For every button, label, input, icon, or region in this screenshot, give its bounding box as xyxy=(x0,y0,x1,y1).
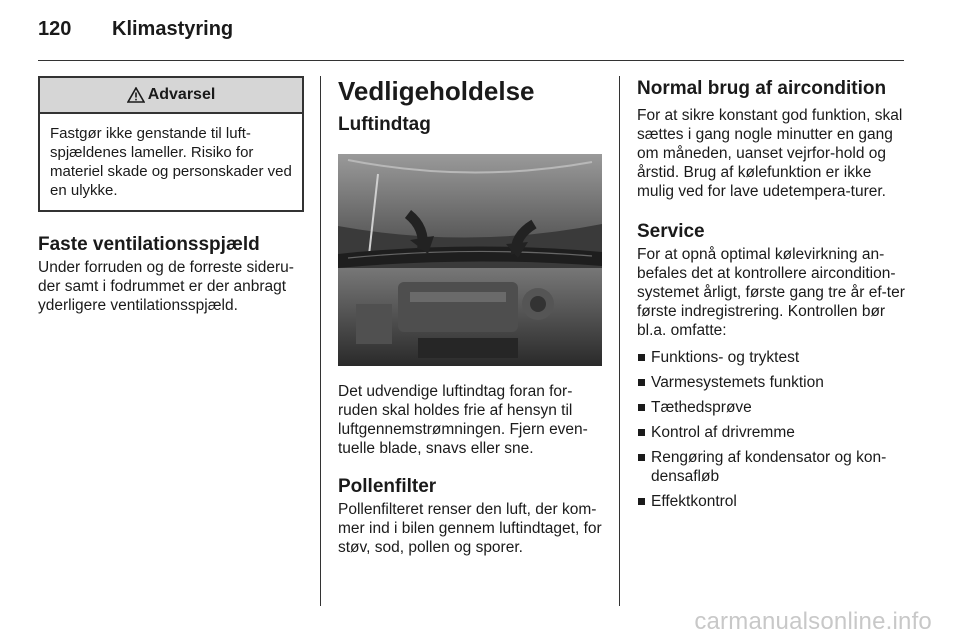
warning-box xyxy=(38,76,304,212)
column-middle xyxy=(338,76,604,557)
subheading-pollen-filter: Pollenfilter xyxy=(338,476,437,497)
main-heading-maintenance: Vedligeholdelse xyxy=(338,76,535,106)
pollen-filter-text: Pollenfilteret renser den luft, der kom-mer ind i bilen gennem luftindtaget, for støv, sod, pollen og sporer. xyxy=(338,501,602,556)
watermark: carmanualsonline.info xyxy=(694,608,932,635)
column-left xyxy=(38,76,304,315)
ac-use-text: For at sikre konstant god funktion, skal sættes i gang nogle minutter en gang om måneden, uanset vejrfor-hold og årstid. Brug af kølefunktion er ikke mulig ved for lave udetempera-turer. xyxy=(637,107,903,200)
air-intake-text: Det udvendige luftindtag foran for-ruden skal holdes frie af hensyn til luftgennemstrømningen. Fjern even-tuelle blade, snavs eller sne. xyxy=(338,383,588,457)
list-item: Varmesystemets funktion xyxy=(637,373,905,392)
engine-bay-photo xyxy=(338,154,602,366)
page-header xyxy=(38,18,908,48)
page-number: 120 xyxy=(38,18,72,40)
service-text: For at opnå optimal kølevirkning an-befales det at kontrollere aircondition-systemet årligt, første gang tre år ef-ter første indregistrering. Kontrollen bør bl.a. omfatte: xyxy=(637,246,905,339)
list-item: Kontrol af drivremme xyxy=(637,423,905,442)
list-item: Funktions- og tryktest xyxy=(637,348,905,367)
warning-triangle-icon xyxy=(127,87,145,103)
section-text-fixed-vents: Under forruden og de forreste sideru-der samt i fodrummet er der anbragt yderligere ventilationsspjæld. xyxy=(38,259,294,314)
list-item: Tæthedsprøve xyxy=(637,398,905,417)
header-divider xyxy=(38,60,904,61)
warning-text: Fastgør ikke genstande til luft-spjældenes lameller. Risiko for materiel skade og personskader ved en ulykke. xyxy=(50,125,292,199)
warning-title: Advarsel xyxy=(147,86,216,103)
chapter-title: Klimastyring xyxy=(112,18,234,40)
list-item: Rengøring af kondensator og kon-densafløb xyxy=(637,448,905,486)
column-right xyxy=(637,76,905,517)
subheading-service: Service xyxy=(637,221,705,242)
subheading-air-intake: Luftindtag xyxy=(338,114,431,135)
engine-bay-illustration xyxy=(338,154,602,366)
warning-header xyxy=(40,78,302,114)
service-checklist xyxy=(637,348,905,511)
section-heading-fixed-vents: Faste ventilationsspjæld xyxy=(38,234,260,255)
column-divider-2 xyxy=(619,76,620,606)
column-divider-1 xyxy=(320,76,321,606)
list-item: Effektkontrol xyxy=(637,492,905,511)
subheading-ac-use: Normal brug af aircondition xyxy=(637,78,887,99)
